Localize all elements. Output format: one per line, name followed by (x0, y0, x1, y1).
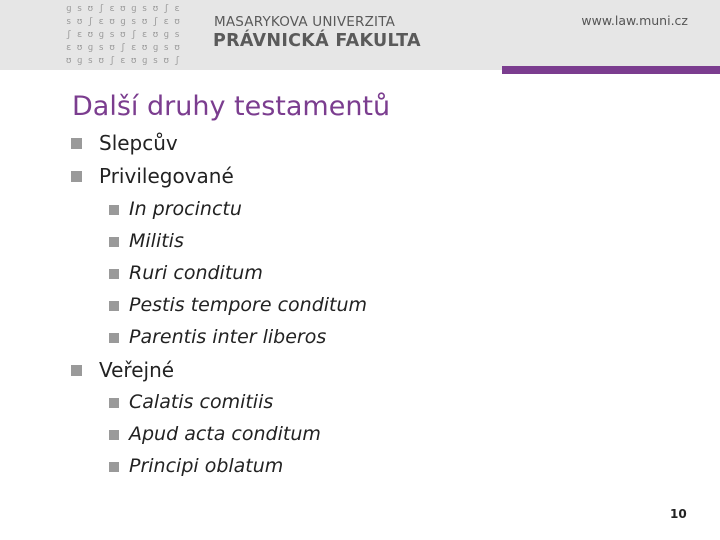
bullet-square-icon (109, 333, 119, 343)
faculty-name: PRÁVNICKÁ FAKULTA (213, 31, 421, 51)
svg-text:ʃ ɛ ʊ ɡ s ʊ ʃ ɛ ʊ ɡ s: ʃ ɛ ʊ ɡ s ʊ ʃ ɛ ʊ ɡ s (66, 30, 180, 40)
list-item (129, 423, 321, 445)
list-item (129, 198, 242, 220)
bullet-square-icon (109, 398, 119, 408)
list-item-text: Veřejné (99, 358, 175, 382)
list-item-text: Apud acta conditum (129, 423, 321, 445)
bullet-square-icon (109, 237, 119, 247)
list-item-text: Calatis comitiis (129, 391, 274, 413)
list-item-text: Privilegované (99, 164, 234, 188)
list-item (129, 230, 184, 252)
list-item-text: In procinctu (129, 198, 242, 220)
svg-text:ʊ ɡ s ʊ ʃ ɛ ʊ ɡ s ʊ ʃ: ʊ ɡ s ʊ ʃ ɛ ʊ ɡ s ʊ ʃ (66, 56, 180, 66)
list-item-text: Parentis inter liberos (129, 326, 327, 348)
svg-text:ɡ s ʊ ʃ ɛ ʊ ɡ s ʊ ʃ ɛ: ɡ s ʊ ʃ ɛ ʊ ɡ s ʊ ʃ ɛ (66, 4, 180, 14)
list-item-text: Principi oblatum (129, 455, 284, 477)
list-item (99, 358, 174, 382)
bullet-square-icon (71, 138, 82, 149)
list-item (129, 391, 273, 413)
list-item (99, 164, 234, 188)
slide-title: Další druhy testamentů (72, 91, 391, 122)
list-item-text: Militis (129, 230, 184, 252)
bullet-square-icon (109, 269, 119, 279)
list-item (129, 455, 283, 477)
university-name: MASARYKOVA UNIVERZITA (214, 14, 396, 30)
bullet-square-icon (109, 462, 119, 472)
bullet-square-icon (71, 365, 82, 376)
list-item-text: Slepcův (99, 131, 178, 155)
svg-text:s ʊ ʃ ɛ ʊ ɡ s ʊ ʃ ɛ ʊ: s ʊ ʃ ɛ ʊ ɡ s ʊ ʃ ɛ ʊ (66, 17, 180, 27)
bullet-square-icon (71, 171, 82, 182)
list-item-text: Ruri conditum (129, 262, 263, 284)
svg-text:ɛ ʊ ɡ s ʊ ʃ ɛ ʊ ɡ s ʊ: ɛ ʊ ɡ s ʊ ʃ ɛ ʊ ɡ s ʊ (66, 43, 180, 53)
list-item (129, 326, 326, 348)
list-item (129, 294, 367, 316)
bullet-square-icon (109, 205, 119, 215)
list-item (129, 262, 263, 284)
website-url[interactable]: www.law.muni.cz (581, 13, 688, 28)
list-item (99, 131, 178, 155)
bullet-square-icon (109, 430, 119, 440)
list-item-text: Pestis tempore conditum (129, 294, 368, 316)
page-number: 10 (670, 507, 687, 521)
bullet-square-icon (109, 301, 119, 311)
